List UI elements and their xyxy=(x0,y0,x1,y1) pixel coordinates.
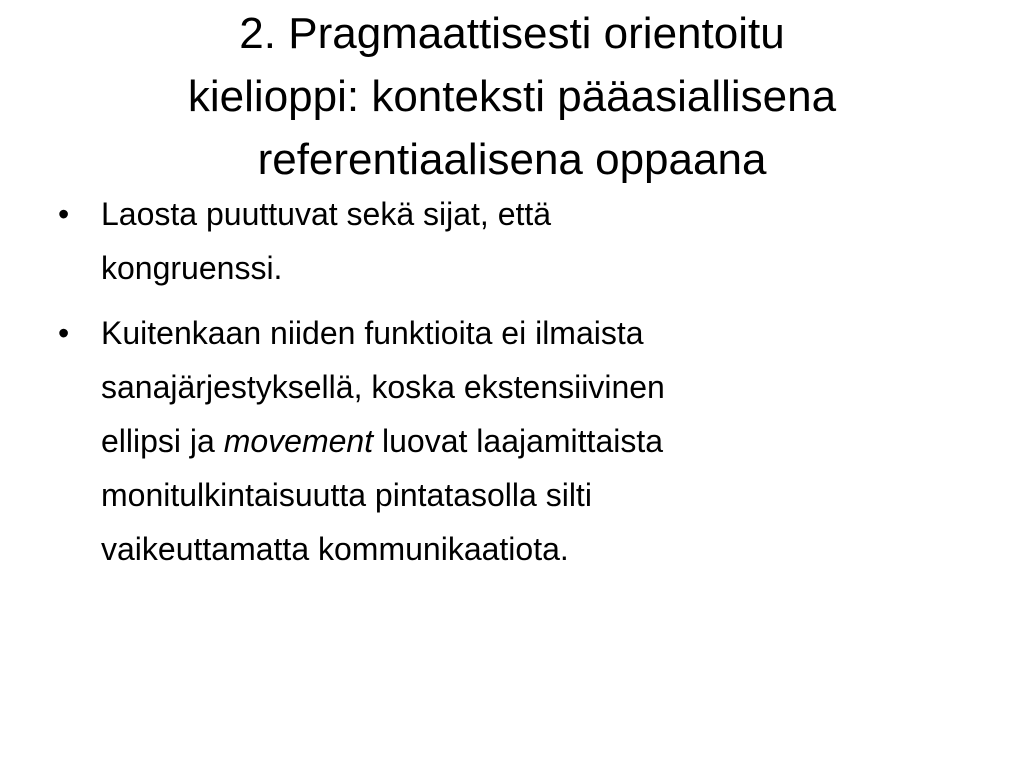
bullet-marker: • xyxy=(58,196,70,232)
bullet-marker: • xyxy=(58,315,70,351)
bullet-2-line-4: monitulkintaisuutta pintatasolla silti xyxy=(101,477,592,513)
bullet-2-line-3-start: ellipsi ja xyxy=(101,423,224,459)
bullet-1-line-2: kongruenssi. xyxy=(101,250,283,286)
bullet-item-2 xyxy=(58,306,958,576)
emphasized-term: movement xyxy=(223,423,374,459)
bullet-2-line-3-end: luovat laajamittaista xyxy=(373,423,664,459)
bullet-list xyxy=(58,187,958,587)
bullet-2-line-5: vaikeuttamatta kommunikaatiota. xyxy=(101,531,569,567)
title-line-2: kielioppi: konteksti pääasiallisena xyxy=(187,72,837,121)
bullet-2-line-2: sanajärjestyksellä, koska ekstensiivinen xyxy=(101,369,665,405)
bullet-1-line-1: Laosta puuttuvat sekä sijat, että xyxy=(101,196,552,232)
title-line-3: referentiaalisena oppaana xyxy=(257,135,767,184)
bullet-2-line-3 xyxy=(101,414,958,468)
title-line-1: 2. Pragmaattisesti orientoitu xyxy=(239,9,785,58)
bullet-item-1 xyxy=(58,187,958,295)
slide-title xyxy=(40,2,984,191)
bullet-2-line-1: Kuitenkaan niiden funktioita ei ilmaista xyxy=(101,315,644,351)
